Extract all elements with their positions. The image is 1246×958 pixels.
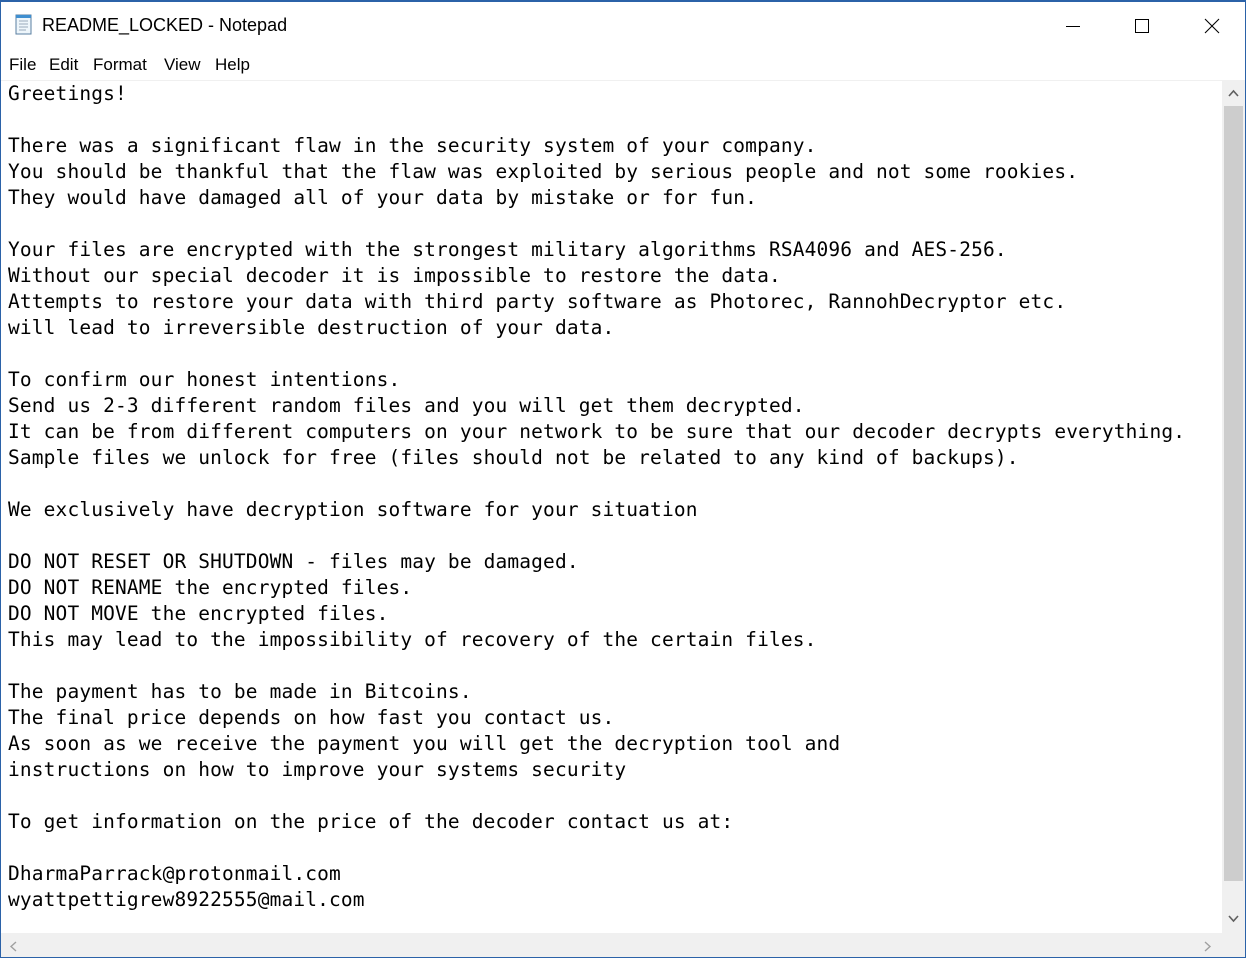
text-line: DO NOT MOVE the encrypted files. bbox=[8, 602, 389, 625]
horizontal-scrollbar[interactable] bbox=[1, 933, 1222, 958]
text-line: As soon as we receive the payment you will get the decryption tool and bbox=[8, 732, 841, 755]
text-line: To confirm our honest intentions. bbox=[8, 368, 401, 391]
text-line: DharmaParrack@protonmail.com bbox=[8, 862, 341, 885]
text-line: The payment has to be made in Bitcoins. bbox=[8, 680, 472, 703]
text-line: Greetings! bbox=[8, 82, 127, 105]
close-button[interactable] bbox=[1178, 2, 1246, 50]
text-line: To get information on the price of the decoder contact us at: bbox=[8, 810, 734, 833]
menu-file[interactable]: File bbox=[9, 55, 37, 74]
text-line: Send us 2-3 different random files and you will get them decrypted. bbox=[8, 394, 805, 417]
text-line: They would have damaged all of your data by mistake or for fun. bbox=[8, 186, 758, 209]
text-line: It can be from different computers on your network to be sure that our decoder decrypts everything. bbox=[8, 420, 1186, 443]
menu-format[interactable]: Format bbox=[93, 55, 147, 74]
chevron-down-icon[interactable] bbox=[1228, 915, 1239, 923]
text-line: Without our special decoder it is impossible to restore the data. bbox=[8, 264, 781, 287]
menu-view[interactable]: View bbox=[164, 55, 201, 74]
text-line: DO NOT RENAME the encrypted files. bbox=[8, 576, 413, 599]
text-line: The final price depends on how fast you contact us. bbox=[8, 706, 615, 729]
chevron-up-icon[interactable] bbox=[1228, 89, 1239, 97]
chevron-left-icon[interactable] bbox=[9, 941, 17, 952]
text-line: will lead to irreversible destruction of your data. bbox=[8, 316, 615, 339]
text-line: DO NOT RESET OR SHUTDOWN - files may be damaged. bbox=[8, 550, 579, 573]
chevron-right-icon[interactable] bbox=[1204, 941, 1212, 952]
minimize-button[interactable] bbox=[1039, 2, 1107, 50]
notepad-icon[interactable] bbox=[13, 13, 35, 35]
window-title: README_LOCKED - Notepad bbox=[42, 15, 288, 35]
title-bar[interactable] bbox=[1, 2, 1245, 50]
vertical-scrollbar[interactable] bbox=[1222, 81, 1245, 933]
text-line: We exclusively have decryption software for your situation bbox=[8, 498, 698, 521]
text-editor[interactable] bbox=[1, 81, 1222, 933]
text-line: You should be thankful that the flaw was exploited by serious people and not some rookies. bbox=[8, 160, 1079, 183]
close-icon bbox=[1204, 18, 1220, 34]
menu-help[interactable]: Help bbox=[215, 55, 250, 74]
maximize-button[interactable] bbox=[1108, 2, 1176, 50]
text-line: There was a significant flaw in the security system of your company. bbox=[8, 134, 817, 157]
text-line: instructions on how to improve your systems security bbox=[8, 758, 627, 781]
scrollbar-corner bbox=[1222, 933, 1245, 958]
menu-bar bbox=[1, 50, 1245, 81]
minimize-icon bbox=[1065, 18, 1081, 34]
text-line: Your files are encrypted with the strongest military algorithms RSA4096 and AES-256. bbox=[8, 238, 1007, 261]
vertical-scroll-thumb[interactable] bbox=[1224, 106, 1243, 881]
text-line: Attempts to restore your data with third party software as Photorec, RannohDecryptor etc. bbox=[8, 290, 1067, 313]
text-line: Sample files we unlock for free (files should not be related to any kind of backups). bbox=[8, 446, 1019, 469]
menu-edit[interactable]: Edit bbox=[49, 55, 79, 74]
text-line: wyattpettigrew8922555@mail.com bbox=[8, 888, 365, 911]
maximize-icon bbox=[1134, 18, 1150, 34]
text-line: This may lead to the impossibility of recovery of the certain files. bbox=[8, 628, 817, 651]
